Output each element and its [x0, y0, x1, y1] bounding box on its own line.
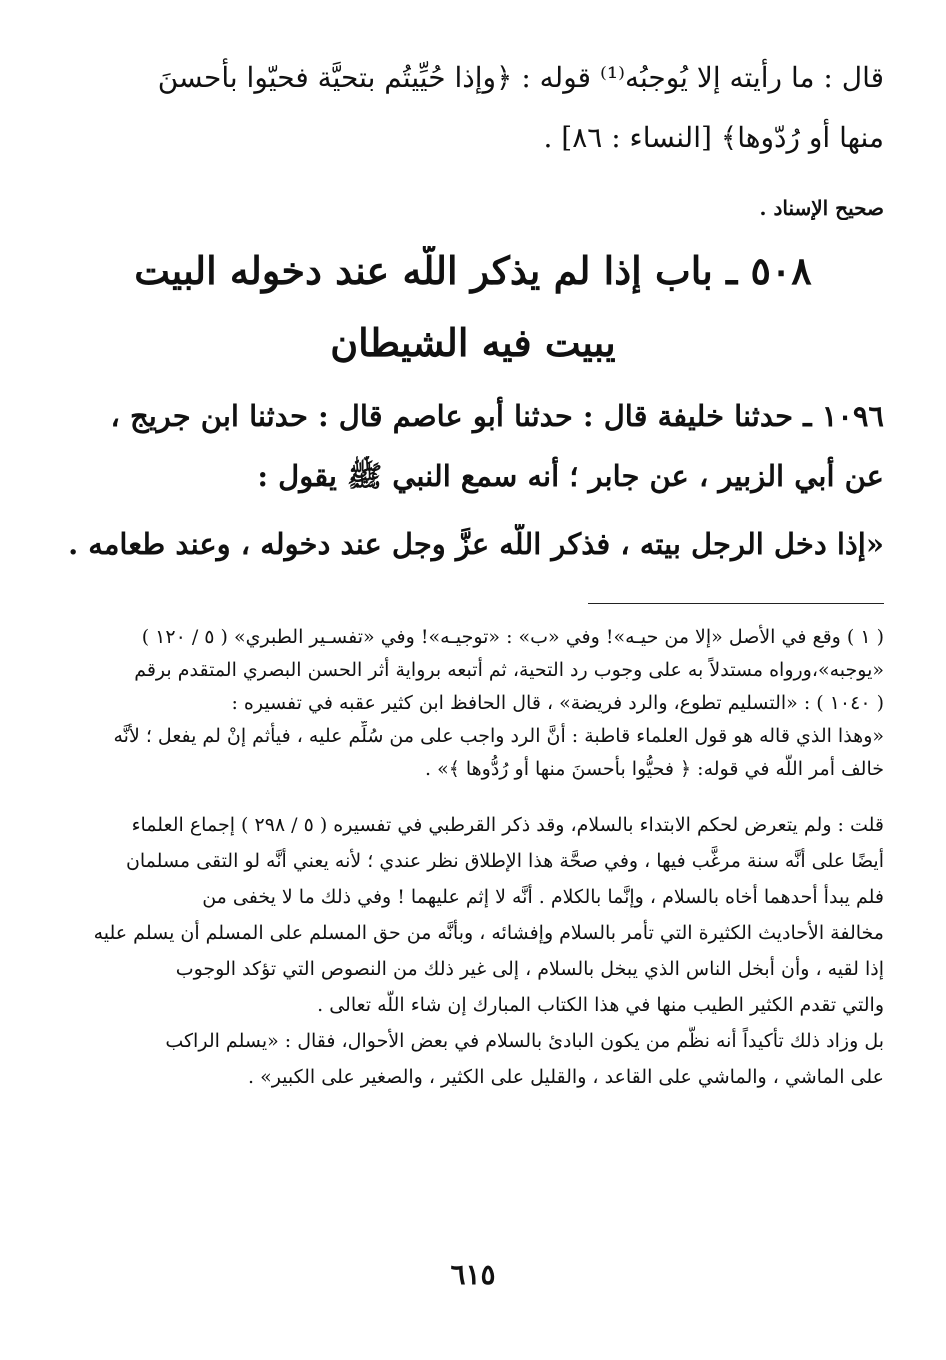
footnote-line: والتي تقدم الكثير الطيب منها في هذا الكتاب المبارك إن شاء اللَّه تعالى . — [317, 994, 884, 1016]
footnote-line: قلت : ولم يتعرض لحكم الابتداء بالسلام، وقد ذكر القرطبي في تفسيره ( ٥ / ٢٩٨ ) إجماع العلماء — [131, 814, 884, 836]
intro-line-2: منها أو رُدّوها﴾ [النساء : ٨٦] . — [543, 121, 884, 154]
footnote-line: خالف أمر اللَّه في قوله: ﴿ فحيُّوا بأحسنَ منها أو رُدُّوها ﴾» . — [424, 758, 884, 780]
footnote-line: ( ١٠٤٠ ) : «التسليم تطوع، والرد فريضة» ، قال الحافظ ابن كثير عقبه في تفسيره : — [231, 692, 884, 714]
footnote-separator — [588, 603, 884, 604]
hadith-line-1: ١٠٩٦ ـ حدثنا خليفة قال : حدثنا أبو عاصم قال : حدثنا ابن جريج ، — [110, 399, 884, 433]
hadith-line-2: عن أبي الزبير ، عن جابر ؛ أنه سمع النبي ﷺ يقول : — [257, 459, 884, 493]
footnote-line: فلم يبدأ أحدهما أخاه بالسلام ، وإنَّما بالكلام . أنَّه لا إثم عليهما ! وفي ذلك ما لا يخفى من — [202, 886, 884, 908]
footnote-line: «وهذا الذي قاله هو قول العلماء قاطبة : أنَّ الرد واجب على من سُلِّم عليه ، فيأثم إنْ لم يفعل ؛ لأنَّه — [113, 725, 884, 747]
footnote-line: مخالفة الأحاديث الكثيرة التي تأمر بالسلام وإفشائه ، وبأنَّه من حق المسلم على المسلم أن يسلم عليه — [93, 922, 884, 944]
footnote-line: «يوجبه»،ورواه مستدلاً به على وجوب رد التحية، ثم أتبعه برواية أثر الحسن البصري المتقدم برقم — [134, 659, 884, 681]
footnote-line: على الماشي ، والماشي على القاعد ، والقليل على الكثير ، والصغير على الكبير» . — [247, 1066, 884, 1088]
footnote-line: ( ١ ) وقع في الأصل «إلا من حيـه»! وفي «ب» : «توجيـه»! وفي «تفسـير الطبري» ( ٥ / ١٢٠ ) — [141, 626, 884, 648]
hadith-line-3: «إذا دخل الرجل بيته ، فذكر اللَّه عزَّ وجل عند دخوله ، وعند طعامه . — [68, 527, 884, 561]
isnad-grade: صحيح الإسناد . — [759, 196, 884, 220]
footnote-line: إذا لقيه ، وأن أبخل الناس الذي يبخل بالسلام ، إلى غير ذلك من النصوص التي تؤكد الوجوب — [175, 958, 884, 980]
chapter-title-line-1: ٥٠٨ ـ باب إذا لم يذكر اللَّه عند دخوله البيت — [134, 248, 812, 293]
footnote-line: بل وزاد ذلك تأكيداً أنه نظَّم من يكون البادئ بالسلام في بعض الأحوال، فقال : «يسلم الراكب — [165, 1030, 884, 1052]
intro-line-1: قال : ما رأيته إلا يُوجبُه⁽¹⁾ قوله : ﴿وإذا حُيِّيتُم بتحيَّة فحيّوا بأحسنَ — [157, 61, 884, 94]
chapter-title-line-2: يبيت فيه الشيطان — [330, 320, 616, 365]
footnote-line: أيضًا على أنَّه سنة مرغَّب فيها ، وفي صحَّة هذا الإطلاق نظر عندي ؛ لأنه يعني أنَّه لو التقى مسلمان — [125, 850, 884, 872]
page-number: ٦١٥ — [450, 1258, 496, 1291]
